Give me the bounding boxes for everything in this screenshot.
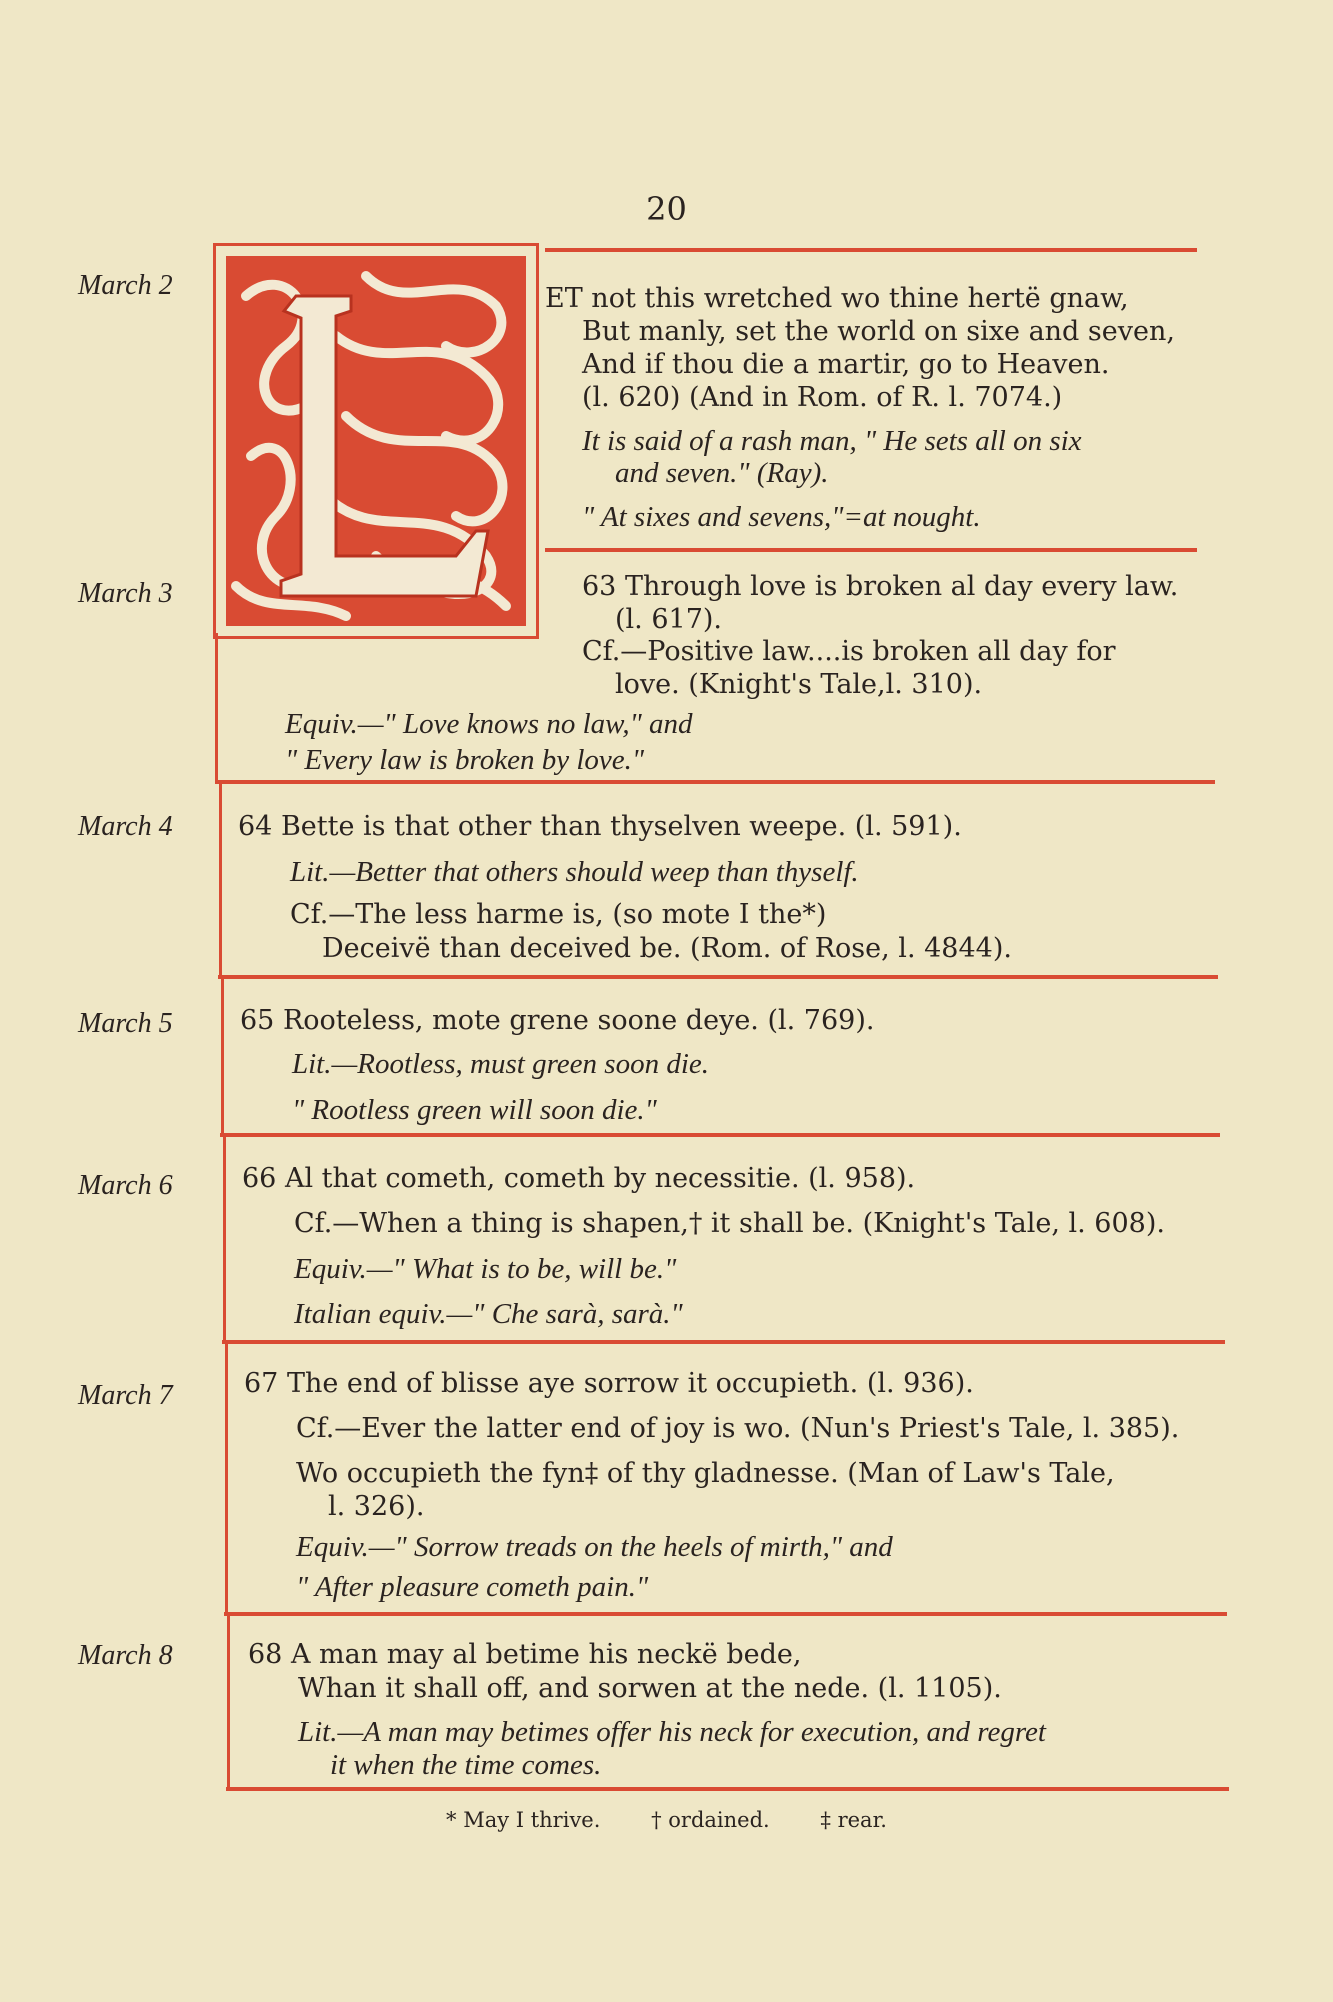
footnotes — [0, 1808, 1333, 1832]
date-march-2: March 2 — [78, 270, 173, 301]
initial-background — [226, 256, 526, 626]
entry-63-line-1: 63 Through love is broken al day every law. — [582, 571, 1179, 602]
footnote-2: † ordained. — [651, 1808, 770, 1832]
entry-64-line-1: 64 Bette is that other than thyselven weepe. (l. 591). — [238, 811, 962, 842]
entry-67-equiv-2: " After pleasure cometh pain." — [296, 1571, 649, 1603]
entry-63-line-3: Cf.—Positive law....is broken all day for — [582, 636, 1116, 667]
entry-67-equiv-1: Equiv.—" Sorrow treads on the heels of mirth," and — [296, 1531, 893, 1563]
celtic-knot-initial-l-icon — [226, 256, 526, 626]
entry-65-line-1: 65 Rooteless, mote grene soone deye. (l. 769). — [240, 1005, 875, 1036]
entry-67-line-1: 67 The end of blisse aye sorrow it occupieth. (l. 936). — [244, 1368, 974, 1399]
date-march-6: March 6 — [78, 1170, 173, 1201]
entry-68-line-2: Whan it shall off, and sorwen at the nede. (l. 1105). — [298, 1673, 1002, 1704]
entry-66-equiv: Equiv.—" What is to be, will be." — [294, 1253, 677, 1285]
entry-65-lit: Lit.—Rootless, must green soon die. — [292, 1048, 710, 1080]
entry-63-equiv-1: Equiv.—" Love knows no law," and — [285, 708, 693, 740]
entry-67-wo-2: l. 326). — [328, 1491, 425, 1522]
entry-63-equiv-2: " Every law is broken by love." — [285, 744, 645, 776]
entry-66-italian: Italian equiv.—" Che sarà, sarà." — [294, 1298, 683, 1330]
page-number: 20 — [646, 190, 687, 228]
decorated-initial — [213, 243, 539, 639]
date-march-5: March 5 — [78, 1008, 173, 1039]
date-march-4: March 4 — [78, 811, 173, 842]
entry-68-lit-2: it when the time comes. — [330, 1749, 602, 1781]
entry-67-cf: Cf.—Ever the latter end of joy is wo. (Nun's Priest's Tale, l. 385). — [296, 1413, 1180, 1444]
entry-65-quote: " Rootless green will soon die." — [292, 1094, 657, 1126]
footnote-3: ‡ rear. — [820, 1808, 887, 1832]
footnote-1: * May I thrive. — [446, 1808, 601, 1832]
entry-64-cf-2: Deceivë than deceived be. (Rom. of Rose, l. 4844). — [322, 933, 1012, 964]
entry-63-line-2: (l. 617). — [615, 604, 722, 635]
entry-68-line-1: 68 A man may al betime his neckë bede, — [248, 1639, 802, 1670]
entry-64-cf-1: Cf.—The less harme is, (so mote I the*) — [290, 899, 827, 930]
entry-62-note-1b: and seven." (Ray). — [615, 457, 829, 489]
entry-62-line-1: ET not this wretched wo thine hertë gnaw, — [545, 283, 1129, 314]
entry-67-wo-1: Wo occupieth the fyn‡ of thy gladnesse. (Man of Law's Tale, — [296, 1458, 1115, 1489]
date-march-7: March 7 — [78, 1380, 173, 1411]
entry-63-line-4: love. (Knight's Tale,l. 310). — [615, 669, 983, 700]
entry-66-line-1: 66 Al that cometh, cometh by necessitie. (l. 958). — [242, 1163, 916, 1194]
entry-62-line-4: (l. 620) (And in Rom. of R. l. 7074.) — [582, 382, 1063, 413]
entry-62-line-2: But manly, set the world on sixe and seven, — [582, 316, 1175, 347]
entry-62-note-2: " At sixes and sevens,"=at nought. — [582, 501, 981, 533]
entry-64-lit: Lit.—Better that others should weep than thyself. — [290, 856, 859, 888]
date-march-3: March 3 — [78, 578, 173, 609]
entry-66-cf: Cf.—When a thing is shapen,† it shall be. (Knight's Tale, l. 608). — [294, 1208, 1165, 1239]
date-march-8: March 8 — [78, 1640, 173, 1671]
entry-62-line-3: And if thou die a martir, go to Heaven. — [582, 349, 1110, 380]
entry-62-note-1a: It is said of a rash man, " He sets all on six — [582, 425, 1082, 457]
entry-68-lit-1: Lit.—A man may betimes offer his neck for execution, and regret — [298, 1716, 1046, 1748]
